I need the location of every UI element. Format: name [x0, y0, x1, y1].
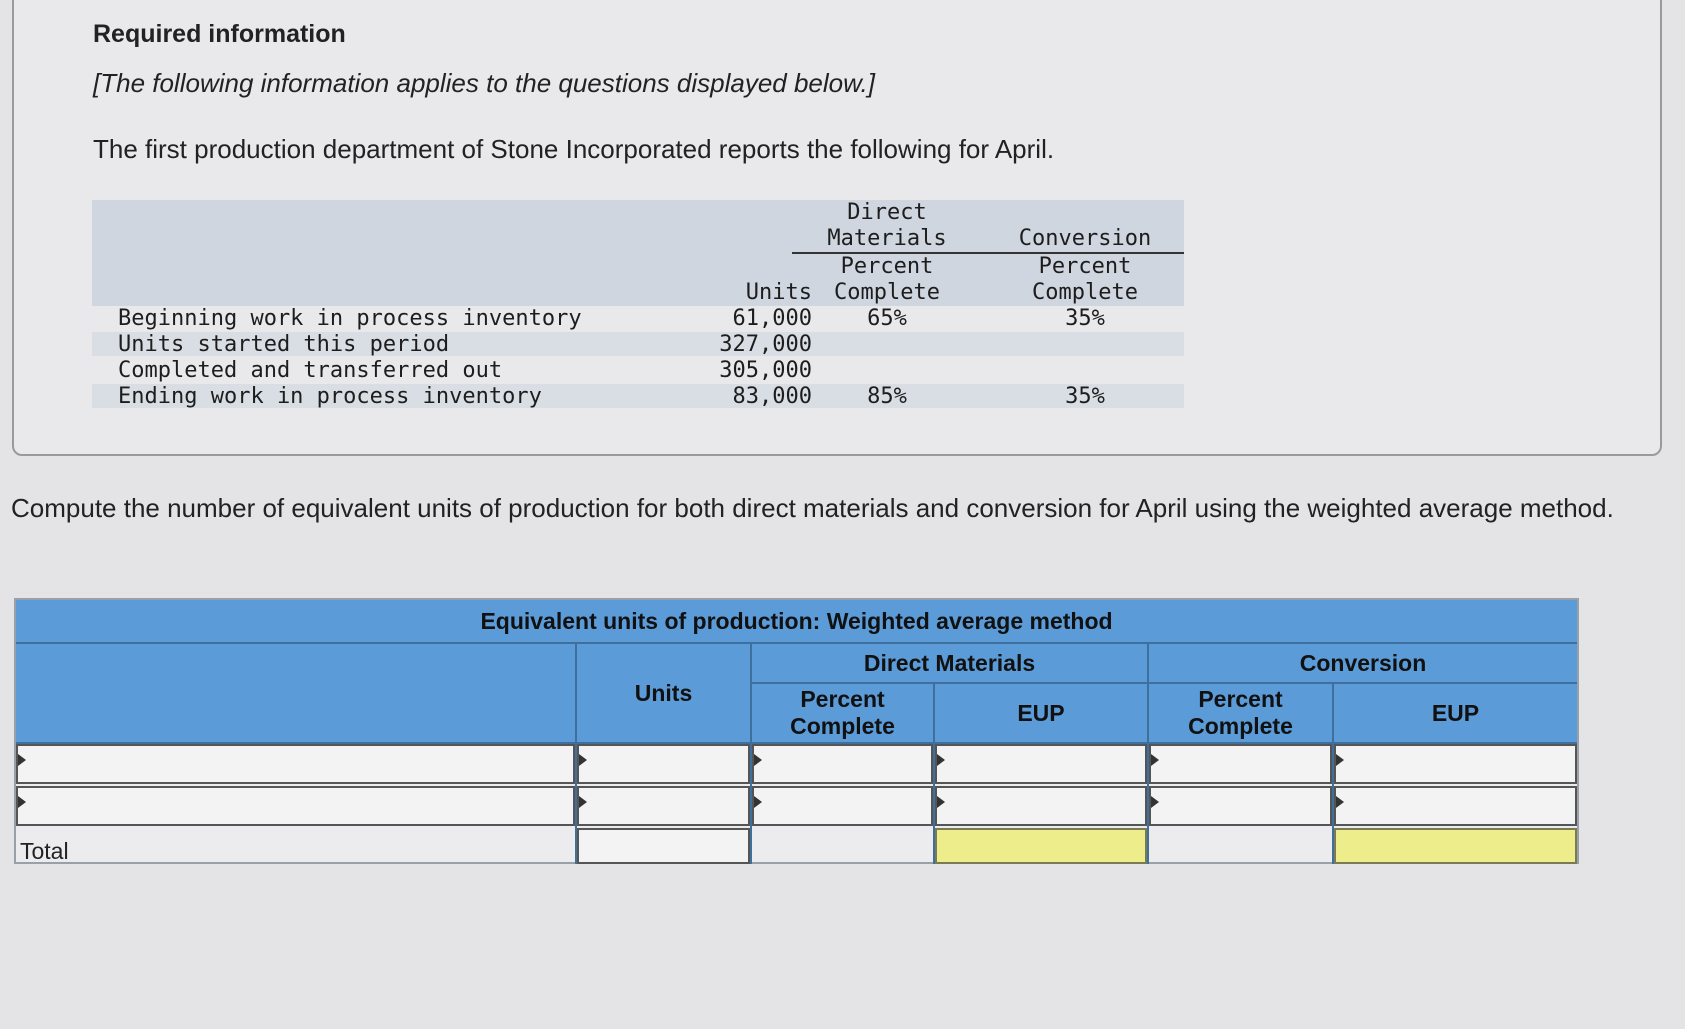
row2-units-input[interactable] — [577, 786, 750, 826]
row-label: Units started this period — [118, 332, 450, 357]
row2-dm-eup-input[interactable] — [935, 786, 1147, 826]
row-units: 327,000 — [719, 332, 812, 357]
question-text: Compute the number of equivalent units of production for both direct materials and conversion for April using the weighted average method. — [11, 493, 1614, 523]
units-column-header: Units — [634, 679, 693, 706]
cv-header-line3: Complete — [1032, 280, 1138, 305]
cv-header-line2: Percent — [1038, 254, 1132, 279]
direct-materials-header: Direct Materials — [863, 649, 1036, 676]
total-units-input[interactable] — [577, 828, 750, 864]
row2-dm-percent-input[interactable] — [752, 786, 933, 826]
cv-header-line1: Conversion — [1018, 226, 1152, 251]
row1-cv-percent-input[interactable] — [1149, 744, 1332, 784]
row-label: Beginning work in process inventory — [118, 306, 582, 331]
row-dm-percent: 85% — [867, 384, 907, 409]
row2-cv-eup-input[interactable] — [1334, 786, 1577, 826]
row2-cv-percent-input[interactable] — [1149, 786, 1332, 826]
total-cv-eup-input[interactable] — [1334, 828, 1577, 864]
answer-table-title: Equivalent units of production: Weighted average method — [480, 607, 1113, 634]
total-dm-eup-input[interactable] — [935, 828, 1147, 864]
equivalent-units-table — [14, 598, 1579, 864]
row-cv-percent: 35% — [1065, 384, 1105, 409]
required-information-title: Required information — [93, 20, 346, 48]
applies-note: [The following information applies to the questions displayed below.] — [93, 68, 875, 98]
dm-header-line4: Complete — [834, 280, 940, 305]
row1-dm-eup-input[interactable] — [935, 744, 1147, 784]
row1-dm-percent-input[interactable] — [752, 744, 933, 784]
conversion-header: Conversion — [1299, 649, 1427, 676]
row-units: 305,000 — [719, 358, 812, 383]
row-label: Ending work in process inventory — [118, 384, 542, 409]
total-label: Total — [20, 838, 69, 864]
dm-percent-complete-header: Percent Complete — [790, 686, 895, 739]
row1-units-input[interactable] — [577, 744, 750, 784]
row2-description-dropdown[interactable] — [16, 786, 575, 826]
row-cv-percent: 35% — [1065, 306, 1105, 331]
cv-eup-header: EUP — [1431, 699, 1480, 726]
units-header: Units — [745, 280, 812, 305]
row1-cv-eup-input[interactable] — [1334, 744, 1577, 784]
given-data-table — [92, 200, 1184, 412]
intro-text: The first production department of Stone Incorporated reports the following for April. — [93, 134, 1055, 164]
row-units: 61,000 — [732, 306, 812, 331]
row1-description-dropdown[interactable] — [16, 744, 575, 784]
dm-header-line3: Percent — [840, 254, 934, 279]
cv-percent-complete-header: Percent Complete — [1188, 686, 1293, 739]
row-units: 83,000 — [732, 384, 812, 409]
dm-header-line1: Direct — [847, 200, 927, 225]
dm-eup-header: EUP — [1017, 699, 1065, 726]
dm-header-line2: Materials — [827, 226, 947, 251]
row-dm-percent: 65% — [867, 306, 907, 331]
row-label: Completed and transferred out — [118, 358, 503, 383]
